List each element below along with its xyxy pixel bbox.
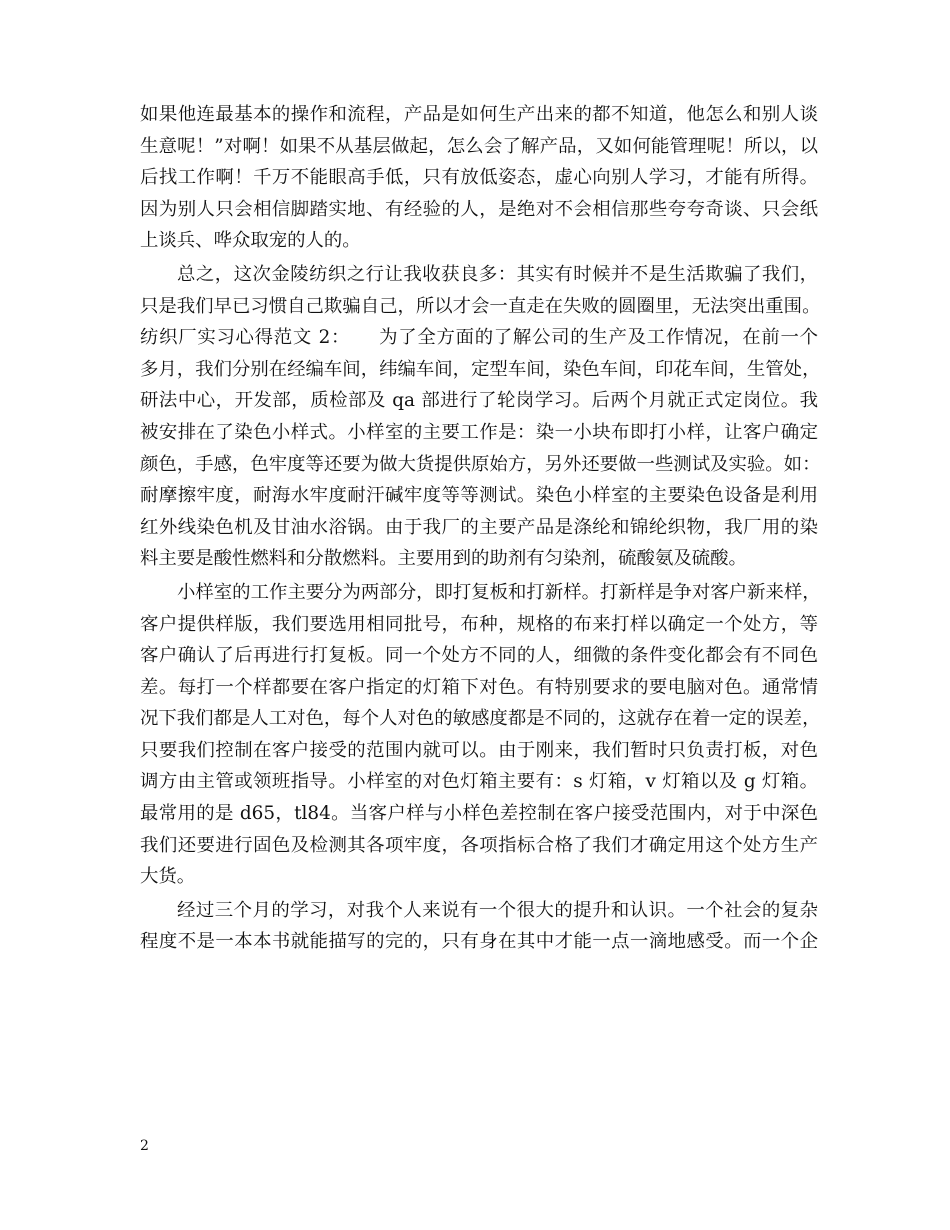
text-line: 颜色，手感，色牢度等还要为做大货提供原始方，另外还要做一些测试及实验。如： [140, 453, 821, 475]
text-line: 况下我们都是人工对色，每个人对色的敏感度都是不同的，这就存在着一定的误差， [140, 708, 821, 730]
page-number: 2 [140, 1138, 149, 1154]
text-line: 客户提供样版，我们要选用相同批号，布种，规格的布来打样以确定一个处方，等 [140, 613, 818, 635]
text-line: 如果他连最基本的操作和流程，产品是如何生产出来的都不知道，他怎么和别人谈 [140, 104, 818, 125]
text-line: 总之，这次金陵纺织之行让我收获良多：其实有时候并不是生活欺骗了我们， [177, 263, 818, 285]
text-line: 因为别人只会相信脚踏实地、有经验的人，是绝对不会相信那些夸夸奇谈、只会纸 [140, 198, 818, 220]
text-line: 小样室的工作主要分为两部分，即打复板和打新样。打新样是争对客户新来样， [177, 581, 821, 603]
text-line: 我们还要进行固色及检测其各项牢度，各项指标合格了我们才确定用这个处方生产 [140, 834, 818, 856]
text-line: 料主要是酸性燃料和分散燃料。主要用到的助剂有匀染剂，硫酸氨及硫酸。 [140, 548, 747, 570]
text-line: 调方由主管或领班指导。小样室的对色灯箱主要有：s 灯箱，v 灯箱以及 g 灯箱。 [140, 771, 818, 793]
text-line: 最常用的是 d65，tl84。当客户样与小样色差控制在客户接受范围内，对于中深色 [140, 803, 818, 825]
text-line: 生意呢！”对啊！如果不从基层做起，怎么会了解产品，又如何能管理呢！所以，以 [140, 135, 818, 157]
text-line: 纺织厂实习心得范文 2： 为了全方面的了解公司的生产及工作情况，在前一个 [140, 327, 818, 349]
text-line: 后找工作啊！千万不能眼高手低，只有放低姿态，虚心向别人学习，才能有所得。 [140, 167, 818, 189]
text-line: 只是我们早已习惯自己欺骗自己，所以才会一直走在失败的圆圈里，无法突出重围。 [140, 295, 821, 317]
text-line: 研法中心，开发部，质检部及 qa 部进行了轮岗学习。后两个月就正式定岗位。我 [140, 390, 818, 412]
text-line: 客户确认了后再进行打复板。同一个处方不同的人，细微的条件变化都会有不同色 [140, 645, 818, 667]
text-line: 多月，我们分别在经编车间，纬编车间，定型车间，染色车间，印花车间，生管处， [140, 358, 821, 380]
text-line: 红外线染色机及甘油水浴锅。由于我厂的主要产品是涤纶和锦纶织物，我厂用的染 [140, 516, 818, 538]
text-line: 差。每打一个样都要在客户指定的灯箱下对色。有特别要求的要电脑对色。通常情 [140, 676, 818, 698]
text-line: 经过三个月的学习，对我个人来说有一个很大的提升和认识。一个社会的复杂 [177, 899, 818, 921]
text-line: 程度不是一本本书就能描写的完的，只有身在其中才能一点一滴地感受。而一个企 [140, 931, 818, 953]
text-line: 被安排在了染色小样式。小样室的主要工作是：染一小块布即打小样，让客户确定 [140, 421, 818, 443]
text-line: 只要我们控制在客户接受的范围内就可以。由于刚来，我们暂时只负责打板，对色 [140, 739, 818, 761]
text-line: 耐摩擦牢度，耐海水牢度耐汗碱牢度等等测试。染色小样室的主要染色设备是利用 [140, 485, 818, 507]
text-line: 上谈兵、哗众取宠的人的。 [140, 230, 361, 252]
document-body [140, 99, 821, 958]
text-line: 大货。 [140, 866, 196, 888]
